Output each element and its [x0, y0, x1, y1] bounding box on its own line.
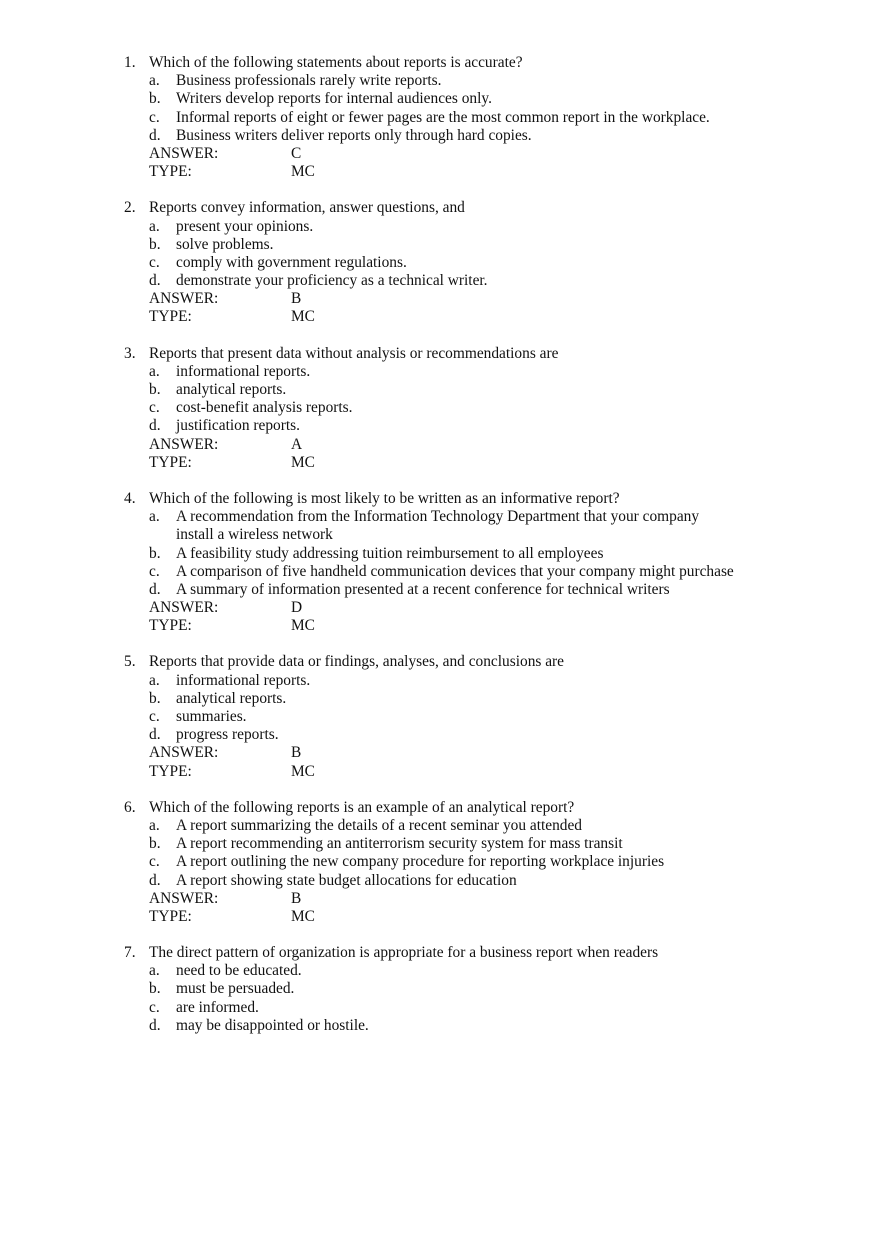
option-letter: d.: [149, 126, 161, 144]
option-letter: d.: [149, 272, 161, 290]
answer-option: [0, 962, 880, 980]
type-row: [0, 763, 880, 781]
answer-option: [0, 581, 880, 599]
question-number: 5.: [124, 653, 136, 671]
answer-option: [0, 72, 880, 90]
option-letter: c.: [149, 253, 160, 271]
option-letter: c.: [149, 108, 160, 126]
answer-option: [0, 417, 880, 435]
type-value: MC: [291, 453, 315, 471]
question-text: The direct pattern of organization is appropriate for a business report when readers: [149, 944, 659, 962]
option-text: Business professionals rarely write reports.: [176, 72, 442, 90]
answer-option: [0, 236, 880, 254]
question-text: Which of the following reports is an example of an analytical report?: [149, 798, 575, 816]
type-label: TYPE:: [149, 762, 192, 780]
answer-label: ANSWER:: [149, 290, 219, 308]
option-text: solve problems.: [176, 235, 274, 253]
option-text: A report showing state budget allocations for education: [176, 871, 517, 889]
answer-option: [0, 1017, 880, 1035]
question-block: [0, 799, 880, 926]
type-value: MC: [291, 907, 315, 925]
type-row: [0, 163, 880, 181]
option-text: need to be educated.: [176, 962, 302, 980]
type-label: TYPE:: [149, 163, 192, 181]
question-block: [0, 345, 880, 472]
question-line: [0, 944, 880, 962]
answer-option: [0, 835, 880, 853]
answer-option: [0, 90, 880, 108]
type-row: [0, 308, 880, 326]
option-text: A report outlining the new company procedure for reporting workplace injuries: [176, 853, 665, 871]
option-letter: a.: [149, 508, 160, 526]
answer-label: ANSWER:: [149, 889, 219, 907]
option-text: present your opinions.: [176, 217, 314, 235]
answer-option: [0, 109, 880, 127]
answer-option: [0, 817, 880, 835]
option-letter: c.: [149, 708, 160, 725]
answer-option: [0, 672, 880, 690]
answer-option: [0, 526, 880, 544]
option-text: Informal reports of eight or fewer pages are the most common report in the workplace.: [176, 108, 710, 126]
answer-row: [0, 290, 880, 308]
answer-row: [0, 599, 880, 617]
question-block: [0, 944, 880, 1035]
question-text: Which of the following statements about reports is accurate?: [149, 54, 523, 71]
type-value: MC: [291, 762, 315, 780]
answer-label: ANSWER:: [149, 744, 219, 762]
option-text: may be disappointed or hostile.: [176, 1016, 369, 1034]
option-letter: a.: [149, 72, 160, 90]
option-letter: c.: [149, 399, 160, 417]
question-block: [0, 490, 880, 636]
answer-option: [0, 508, 880, 526]
answer-value: C: [291, 144, 302, 162]
option-text: are informed.: [176, 998, 259, 1016]
question-text: Reports convey information, answer questions, and: [149, 199, 465, 217]
option-letter: d.: [149, 580, 161, 598]
option-text: progress reports.: [176, 726, 279, 744]
question-block: [0, 199, 880, 326]
answer-value: A: [291, 435, 303, 453]
answer-label: ANSWER:: [149, 144, 219, 162]
answer-option: [0, 363, 880, 381]
type-value: MC: [291, 163, 315, 181]
option-letter: b.: [149, 980, 161, 998]
question-line: [0, 345, 880, 363]
option-text: Writers develop reports for internal audiences only.: [176, 90, 492, 108]
option-letter: a.: [149, 217, 160, 235]
type-value: MC: [291, 617, 315, 635]
option-letter: b.: [149, 235, 161, 253]
option-letter: b.: [149, 90, 161, 108]
type-row: [0, 454, 880, 472]
option-letter: a.: [149, 816, 160, 834]
answer-option: [0, 690, 880, 708]
question-text: Which of the following is most likely to be written as an informative report?: [149, 489, 620, 507]
answer-option: [0, 218, 880, 236]
answer-option: [0, 272, 880, 290]
answer-value: B: [291, 744, 302, 762]
option-text: analytical reports.: [176, 381, 287, 398]
question-number: 2.: [124, 199, 136, 217]
question-block: [0, 653, 880, 780]
answer-row: [0, 890, 880, 908]
option-letter: a.: [149, 362, 160, 380]
option-letter: d.: [149, 1016, 161, 1034]
type-label: TYPE:: [149, 453, 192, 471]
answer-option: [0, 980, 880, 998]
option-text: A feasibility study addressing tuition reimbursement to all employees: [176, 544, 604, 562]
question-line: [0, 490, 880, 508]
option-text: summaries.: [176, 708, 247, 725]
option-letter: c.: [149, 853, 160, 871]
option-text: demonstrate your proficiency as a technical writer.: [176, 272, 488, 290]
type-row: [0, 908, 880, 926]
option-text: Business writers deliver reports only through hard copies.: [176, 126, 532, 144]
question-number: 6.: [124, 798, 136, 816]
option-letter: a.: [149, 962, 160, 980]
answer-value: D: [291, 599, 303, 617]
question-line: [0, 199, 880, 217]
question-line: [0, 54, 880, 72]
answer-label: ANSWER:: [149, 435, 219, 453]
answer-row: [0, 744, 880, 762]
option-text: cost-benefit analysis reports.: [176, 399, 353, 417]
option-text: A comparison of five handheld communication devices that your company might purchase: [176, 562, 734, 580]
type-value: MC: [291, 308, 315, 326]
answer-row: [0, 436, 880, 454]
question-text: Reports that provide data or findings, analyses, and conclusions are: [149, 653, 565, 671]
answer-label: ANSWER:: [149, 599, 219, 617]
option-text: comply with government regulations.: [176, 253, 407, 271]
option-letter: b.: [149, 835, 161, 853]
answer-option: [0, 999, 880, 1017]
option-letter: a.: [149, 671, 160, 689]
option-text: A report recommending an antiterrorism security system for mass transit: [176, 835, 623, 853]
option-letter: d.: [149, 871, 161, 889]
answer-option: [0, 545, 880, 563]
answer-value: B: [291, 290, 302, 308]
option-letter: b.: [149, 689, 161, 707]
option-letter: c.: [149, 562, 160, 580]
option-text: A report summarizing the details of a recent seminar you attended: [176, 816, 583, 834]
option-letter: c.: [149, 998, 160, 1016]
option-text: analytical reports.: [176, 689, 287, 707]
option-text: informational reports.: [176, 671, 311, 689]
answer-option: [0, 127, 880, 145]
answer-option: [0, 872, 880, 890]
type-label: TYPE:: [149, 308, 192, 326]
question-line: [0, 653, 880, 671]
document-page: [0, 54, 880, 1053]
question-number: 3.: [124, 344, 136, 362]
answer-option: [0, 708, 880, 726]
question-number: 1.: [124, 54, 136, 71]
question-number: 7.: [124, 944, 136, 962]
answer-option: [0, 853, 880, 871]
type-row: [0, 617, 880, 635]
option-text: install a wireless network: [176, 526, 333, 544]
option-text: A summary of information presented at a recent conference for technical writers: [176, 580, 670, 598]
option-letter: d.: [149, 417, 161, 435]
answer-option: [0, 563, 880, 581]
option-text: must be persuaded.: [176, 980, 295, 998]
answer-row: [0, 145, 880, 163]
question-text: Reports that present data without analysis or recommendations are: [149, 344, 559, 362]
option-letter: d.: [149, 726, 161, 744]
type-label: TYPE:: [149, 617, 192, 635]
type-label: TYPE:: [149, 907, 192, 925]
answer-option: [0, 381, 880, 399]
question-block: [0, 54, 880, 181]
option-letter: b.: [149, 544, 161, 562]
option-text: justification reports.: [176, 417, 300, 435]
option-letter: b.: [149, 381, 161, 398]
answer-option: [0, 399, 880, 417]
answer-option: [0, 254, 880, 272]
question-number: 4.: [124, 489, 136, 507]
answer-value: B: [291, 889, 302, 907]
option-text: informational reports.: [176, 362, 311, 380]
answer-option: [0, 726, 880, 744]
option-text: A recommendation from the Information Technology Department that your company: [176, 508, 700, 526]
question-line: [0, 799, 880, 817]
